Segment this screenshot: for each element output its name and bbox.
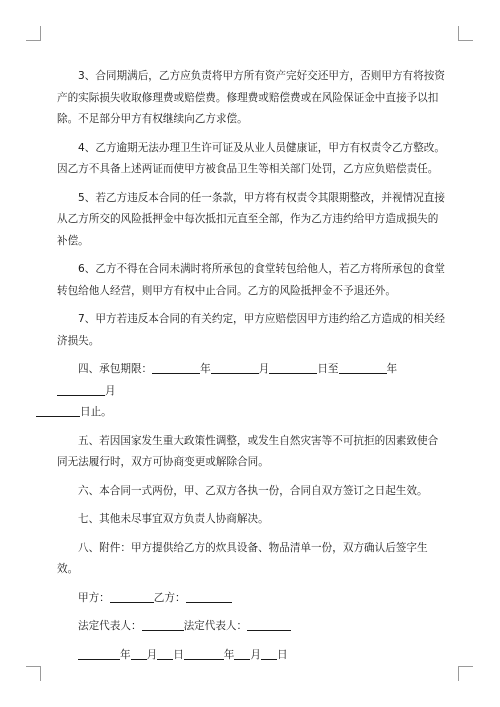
year-field-b[interactable] [184,647,224,660]
crop-mark-bottom-left [26,666,41,681]
crop-mark-bottom-right [458,666,473,681]
date-day-b: 日 [276,648,288,661]
rep-a-label: 法定代表人： [78,620,142,632]
crop-mark-top-right [458,26,473,41]
signature-date [57,645,445,667]
day-field-b[interactable] [261,647,277,660]
term-month-1: 月 [258,363,270,375]
paragraph-4: 4、乙方逾期无法办理卫生许可证及从业人员健康证，甲方有权责令乙方整改。因乙方不具备上述两证而使甲方被食品卫生等相关部门处罚，乙方应负赔偿责任。 [57,141,445,175]
paragraph-5: 5、若乙方违反本合同的任一条款，甲方将有权责令其限期整改，并视情况直接从乙方所交的风险抵押金中每次抵扣元直至全部，作为乙方违约给甲方造成损失的补偿。 [57,191,445,247]
month-field-b[interactable] [234,647,250,660]
month-field-a[interactable] [131,647,147,660]
clause-8: 八、附件：甲方提供给乙方的炊具设备、物品清单一份，双方确认后签字生效。 [57,541,428,575]
clause-7: 七、其他未尽事宜双方负责人协商解决。 [78,513,269,525]
term-end: 日止。 [80,406,112,418]
rep-b-signature-field[interactable] [247,618,291,631]
party-a-signature-field[interactable] [110,590,154,603]
paragraph-6: 6、乙方不得在合同未满时将所承包的食堂转包给他人，若乙方将所承包的食堂转包给他人经营，则甲方有权中止合同。乙方的风险抵押金不予退还外。 [57,263,445,297]
date-year-a: 年 [120,648,131,661]
term-year-1: 年 [200,363,211,375]
crop-mark-top-left [26,26,41,41]
blank-field [211,361,259,374]
party-b-signature-field[interactable] [186,590,232,603]
date-year-b: 年 [223,648,235,661]
contract-term [57,359,445,424]
clause-5: 五、若因国家发生重大政策性调整，或发生自然灾害等不可抗拒的因素致使合同无法履行时，双方可协商变更或解除合同。 [57,434,439,468]
date-month-b: 月 [250,648,261,661]
document-body [57,66,445,673]
year-field-a[interactable] [78,647,120,660]
date-day-a: 日 [173,648,184,661]
party-b-label: 乙方： [153,591,186,604]
rep-a-signature-field[interactable] [142,618,184,631]
day-field-a[interactable] [157,647,173,660]
paragraph-7: 7、甲方若违反本合同的有关约定，甲方应赔偿因甲方违约给乙方造成的相关经济损失。 [57,313,445,347]
blank-field [152,361,200,374]
blank-field [339,361,387,374]
term-label: 四、承包期限： [78,363,153,375]
term-month-2: 月 [105,384,116,397]
party-a-label: 甲方： [78,591,110,604]
rep-b-label: 法定代表人： [183,620,248,632]
term-year-2: 年 [386,363,398,375]
date-month-a: 月 [146,648,158,661]
blank-field [57,383,105,396]
blank-field [36,404,80,417]
signature-representatives [57,616,445,638]
term-day-1: 日至 [317,363,339,375]
signature-parties [57,588,445,610]
clause-6: 六、本合同一式两份，甲、乙双方各执一份，合同自双方签订之日起生效。 [78,484,428,497]
paragraph-3: 3、合同期满后，乙方应负责将甲方所有资产完好交还甲方，否则甲方有将按资产的实际损失收取修理费或赔偿费。修理费或赔偿费或在风险保证金中直接予以扣除。不足部分甲方有权继续向乙方求偿。 [57,70,445,125]
blank-field [269,361,317,374]
